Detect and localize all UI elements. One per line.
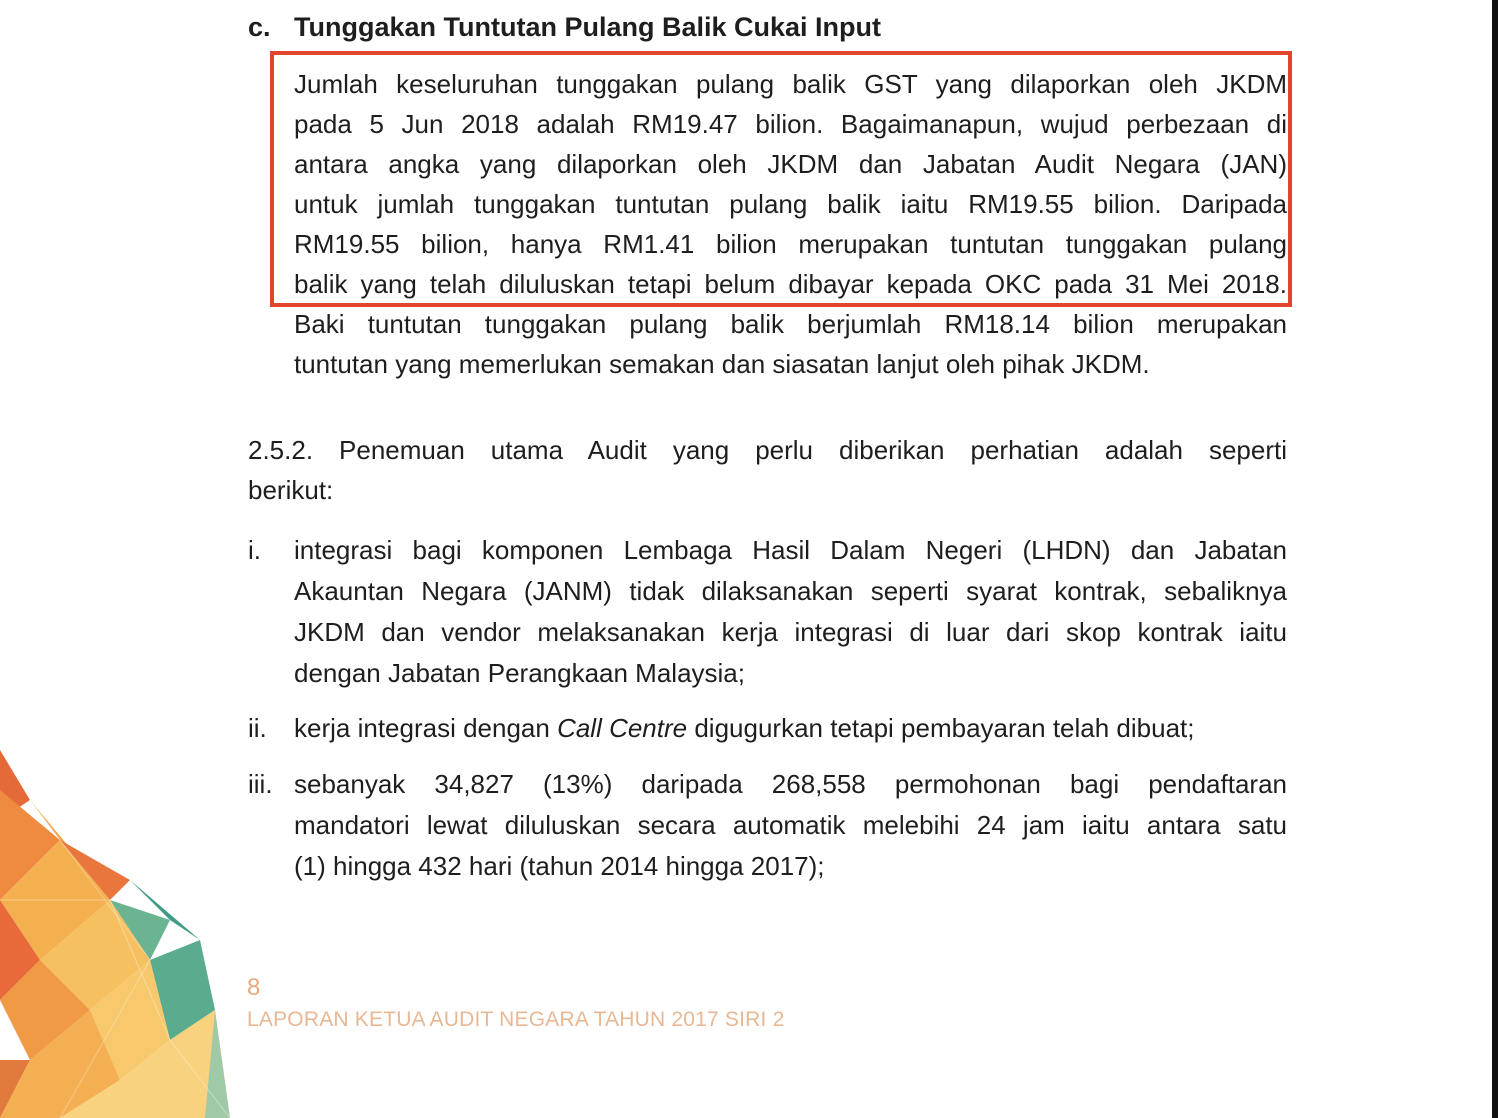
list-line: Akauntan Negara (JANM) tidak dilaksanakan seperti syarat kontrak, sebaliknya [294,576,1287,606]
list-line: sebanyak 34,827 (13%) daripada 268,558 permohonan bagi pendaftaran [294,769,1287,799]
list-line [294,708,1287,749]
paragraph-line: RM19.55 bilion, hanya RM1.41 bilion merupakan tuntutan tunggakan pulang [294,229,1287,259]
list-text-italic: Call Centre [557,713,688,743]
page-number: 8 [247,974,261,1001]
section-2-5-2-paragraph [248,430,1287,510]
paragraph-line: Jumlah keseluruhan tunggakan pulang balik GST yang dilaporkan oleh JKDM [294,69,1287,99]
paragraph-line: Baki tuntutan tunggakan pulang balik berjumlah RM18.14 bilion merupakan [294,309,1287,339]
list-number: ii. [248,713,267,743]
paragraph-line: untuk jumlah tunggakan tuntutan pulang balik iaitu RM19.55 bilion. Daripada [294,189,1287,219]
footer-report-title: LAPORAN KETUA AUDIT NEGARA TAHUN 2017 SIRI 2 [247,1008,785,1031]
section-title: Tunggakan Tuntutan Pulang Balik Cukai Input [294,12,881,42]
list-line: dengan Jabatan Perangkaan Malaysia; [294,658,745,688]
paragraph-line: pada 5 Jun 2018 adalah RM19.47 bilion. Bagaimanapun, wujud perbezaan di [294,109,1287,139]
list-text: kerja integrasi dengan [294,713,558,743]
list-line: mandatori lewat diluluskan secara automatik melebihi 24 jam iaitu antara satu [294,810,1287,840]
list-text: digugurkan tetapi pembayaran telah dibuat; [687,713,1195,743]
paragraph-line: antara angka yang dilaporkan oleh JKDM dan Jabatan Audit Negara (JAN) [294,149,1287,179]
list-line: integrasi bagi komponen Lembaga Hasil Dalam Negeri (LHDN) dan Jabatan [294,535,1287,565]
list-number: i. [248,535,261,565]
list-number: iii. [248,769,273,799]
decorative-polygon-graphic [0,0,260,1118]
list-line: (1) hingga 432 hari (tahun 2014 hingga 2017); [294,851,825,881]
section-letter: c. [248,12,271,42]
section-heading [248,12,881,43]
paragraph-line: berikut: [248,475,334,505]
list-line: JKDM dan vendor melaksanakan kerja integrasi di luar dari skop kontrak iaitu [294,617,1287,647]
paragraph-line: balik yang telah diluluskan tetapi belum dibayar kepada OKC pada 31 Mei 2018. [294,269,1287,299]
paragraph-line: 2.5.2. Penemuan utama Audit yang perlu diberikan perhatian adalah seperti [248,435,1287,465]
highlight-annotation-box [270,51,1292,307]
paragraph-line: tuntutan yang memerlukan semakan dan siasatan lanjut oleh pihak JKDM. [294,349,1150,379]
page-edge-border [1492,0,1498,1118]
